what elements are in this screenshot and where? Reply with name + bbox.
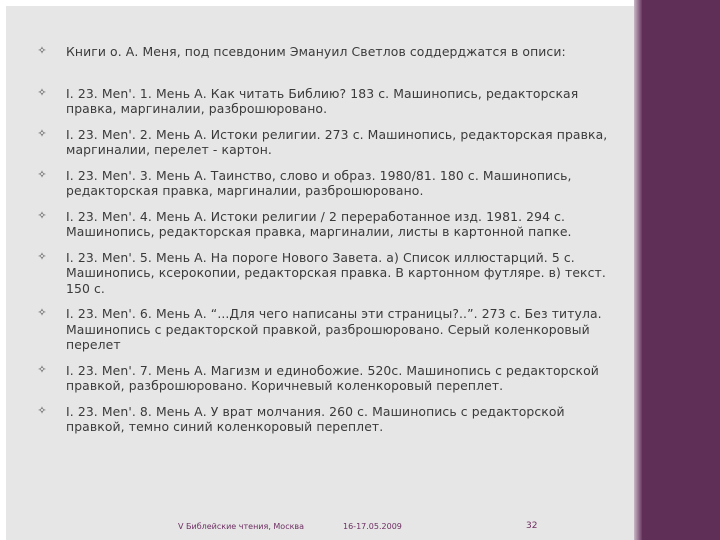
list-item-text: Книги о. А. Меня, под псевдоним Эмануил Светлов соддерджатся в описи: (66, 44, 566, 59)
list-item-text: I. 23. Men'. 7. Мень А. Магизм и единобожие. 520с. Машинопись с редакторской правкой, разброшюровано. Коричневый коленкоровый переплет. (66, 362, 599, 393)
list-item-text: I. 23. Men'. 2. Мень А. Истоки религии. 273 с. Машинопись, редакторская правка, маргиналии, перелет - картон. (66, 126, 608, 157)
bullet-icon: ✧ (37, 167, 47, 181)
footer-conference: V Библейские чтения, Москва (178, 522, 305, 531)
bullet-icon: ✧ (37, 249, 47, 263)
list-item-text: I. 23. Men'. 1. Мень А. Как читать Библию? 183 с. Машинопись, редакторская правка, маргиналии, разброшюровано. (66, 85, 579, 116)
bullet-icon: ✧ (37, 306, 47, 319)
list-item-text: I. 23. Men'. 6. Мень А. “...Для чего написаны эти страницы?..”. 273 с. Без титула. Машинопись с редакторской правкой, разброшюровано. Серый коленкоровый перелет (66, 306, 602, 352)
bullet-icon: ✧ (37, 403, 47, 417)
list-item (36, 44, 616, 60)
list-item (36, 250, 616, 297)
footer-date: 16-17.05.2009 (343, 522, 402, 531)
bullet-icon: ✧ (37, 85, 47, 99)
bullet-icon: ✧ (37, 208, 47, 222)
bullet-icon: ✧ (37, 126, 47, 140)
bullet-list (36, 44, 616, 435)
accent-bar-gradient (634, 0, 642, 540)
slide-left-edge (0, 0, 6, 540)
list-item-text: I. 23. Men'. 3. Мень А. Таинство, слово и образ. 1980/81. 180 с. Машинопись, редакторская правка, маргиналии, разброшюровано. (66, 167, 572, 198)
page-number: 32 (526, 521, 538, 531)
list-item-text: I. 23. Men'. 5. Мень А. На пороге Нового Завета. а) Список иллюстарций. 5 с. Машинопись, ксерокопии, редакторская правка. В картонном футляре. в) текст. 150 с. (66, 249, 606, 296)
list-item (36, 404, 616, 435)
list-item (36, 127, 616, 158)
list-item (36, 209, 616, 240)
bullet-icon: ✧ (37, 44, 47, 57)
list-item (36, 168, 616, 199)
list-item (36, 306, 616, 353)
slide-top-edge (0, 0, 642, 6)
list-item (36, 86, 616, 117)
accent-bar (642, 0, 720, 540)
list-item-text: I. 23. Men'. 8. Мень А. У врат молчания. 260 с. Машинопись с редакторской правкой, темно синий коленкоровый переплет. (66, 403, 565, 434)
list-item-text: I. 23. Men'. 4. Мень А. Истоки религии / 2 переработанное изд. 1981. 294 с. Машинопись, редакторская правка, маргиналии, листы в картонной папке. (66, 208, 572, 239)
bullet-icon: ✧ (37, 362, 47, 376)
list-item (36, 363, 616, 394)
